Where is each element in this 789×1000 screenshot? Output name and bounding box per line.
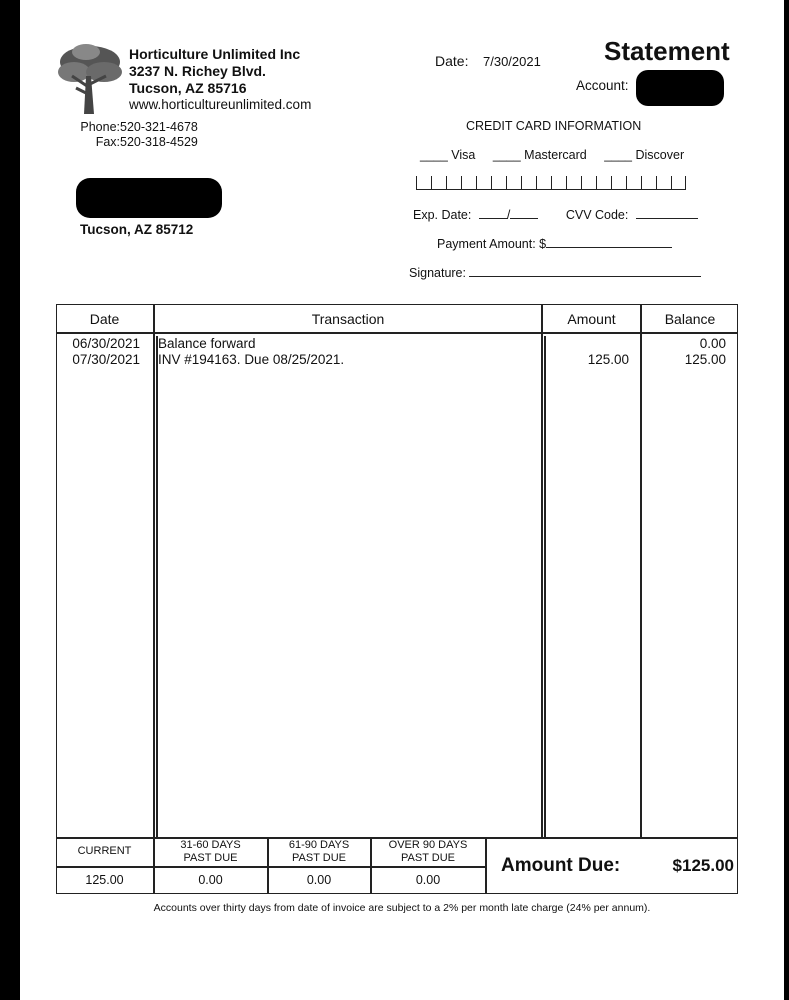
col-header-date: Date	[89, 311, 120, 327]
account-label: Account:	[576, 78, 629, 93]
exp-separator: /	[506, 208, 511, 222]
phone-number: 520-321-4678	[120, 120, 198, 134]
col-header-balance: Balance	[664, 311, 716, 327]
date-label: Date:	[435, 53, 469, 69]
mastercard-label: Mastercard	[524, 148, 587, 162]
aging-over-90-label-line1: OVER 90 DAYS	[388, 839, 468, 851]
col-header-amount: Amount	[567, 311, 616, 327]
table-header-divider	[56, 332, 738, 334]
aging-61-90-label-line1: 61-90 DAYS	[288, 839, 350, 851]
card-number-boxes[interactable]	[416, 176, 686, 190]
visa-label: Visa	[451, 148, 476, 162]
aging-31-60-label-line1: 31-60 DAYS	[180, 839, 241, 851]
statement-page	[20, 0, 784, 1000]
aging-61-90-label-line2: PAST DUE	[292, 852, 346, 864]
aging-61-90-label	[268, 839, 370, 865]
card-type-row	[420, 148, 684, 162]
mastercard-blank[interactable]: ____	[492, 148, 521, 162]
aging-31-60-label-line2: PAST DUE	[183, 852, 238, 864]
transaction-table	[56, 304, 738, 894]
fax-number: 520-318-4529	[120, 135, 198, 149]
company-name: Horticulture Unlimited Inc	[129, 46, 301, 62]
aging-current-value: 125.00	[85, 873, 124, 887]
payment-amount-label: Payment Amount: $	[437, 237, 547, 251]
row-transaction: Balance forward	[158, 336, 256, 351]
contact-values	[120, 120, 198, 150]
redacted-customer-name	[76, 178, 222, 218]
col-header-transaction: Transaction	[311, 311, 385, 327]
signature-label: Signature:	[409, 266, 466, 280]
amount-due-label: Amount Due:	[501, 855, 621, 876]
customer-city-line: Tucson, AZ 85712	[80, 222, 194, 237]
company-address-line2: Tucson, AZ 85716	[129, 80, 247, 96]
aging-over-90-value: 0.00	[415, 873, 441, 887]
statement-title: Statement	[604, 36, 730, 66]
col-divider-3	[640, 304, 642, 837]
signature-row	[409, 264, 701, 280]
cvv-label: CVV Code:	[565, 208, 629, 222]
discover-label: Discover	[635, 148, 685, 162]
contact-labels	[74, 120, 120, 150]
aging-mid-line	[56, 866, 486, 868]
exp-date-label: Exp. Date:	[413, 208, 472, 222]
aging-over-90-label	[371, 839, 485, 865]
aging-31-60-value: 0.00	[198, 873, 223, 887]
discover-blank[interactable]: ____	[604, 148, 632, 162]
expiry-row	[413, 206, 698, 222]
company-block	[129, 46, 300, 97]
payment-amount-line[interactable]	[546, 235, 672, 248]
row-transaction: INV #194163. Due 08/25/2021.	[158, 352, 345, 367]
late-charge-note: Accounts over thirty days from date of invoice are subject to a 2% per month late charge (24% per annum).	[153, 902, 651, 914]
col-divider-2	[541, 304, 543, 837]
aging-31-60-label	[154, 839, 267, 865]
aging-over-90-label-line2: PAST DUE	[401, 852, 455, 864]
aging-divider-4	[485, 837, 487, 894]
company-address-line1: 3237 N. Richey Blvd.	[129, 63, 266, 79]
amount-due-value: $125.00	[672, 856, 734, 875]
payment-amount-row	[437, 235, 672, 251]
row-balance: 0.00	[699, 336, 726, 351]
statement-date: 7/30/2021	[483, 54, 541, 69]
col-divider-1	[153, 304, 155, 837]
exp-year-line[interactable]	[510, 206, 538, 219]
row-date: 06/30/2021	[72, 336, 140, 351]
company-website: www.horticultureunlimited.com	[129, 97, 312, 112]
credit-card-title: CREDIT CARD INFORMATION	[466, 119, 642, 133]
tree-logo-icon	[56, 42, 124, 116]
row-date: 07/30/2021	[72, 352, 140, 367]
visa-blank[interactable]: ____	[420, 148, 448, 162]
col-double-line	[156, 336, 158, 837]
redacted-account-number	[636, 70, 724, 106]
aging-61-90-value: 0.00	[306, 873, 332, 887]
exp-month-line[interactable]	[479, 206, 507, 219]
aging-current-label: CURRENT	[77, 845, 132, 857]
fax-label: Fax:	[95, 135, 120, 149]
row-balance: 125.00	[684, 352, 726, 367]
phone-label: Phone:	[80, 120, 120, 134]
cvv-line[interactable]	[636, 206, 698, 219]
col-double-line-2	[544, 336, 546, 837]
signature-line[interactable]	[469, 264, 701, 277]
row-amount: 125.00	[587, 352, 629, 367]
